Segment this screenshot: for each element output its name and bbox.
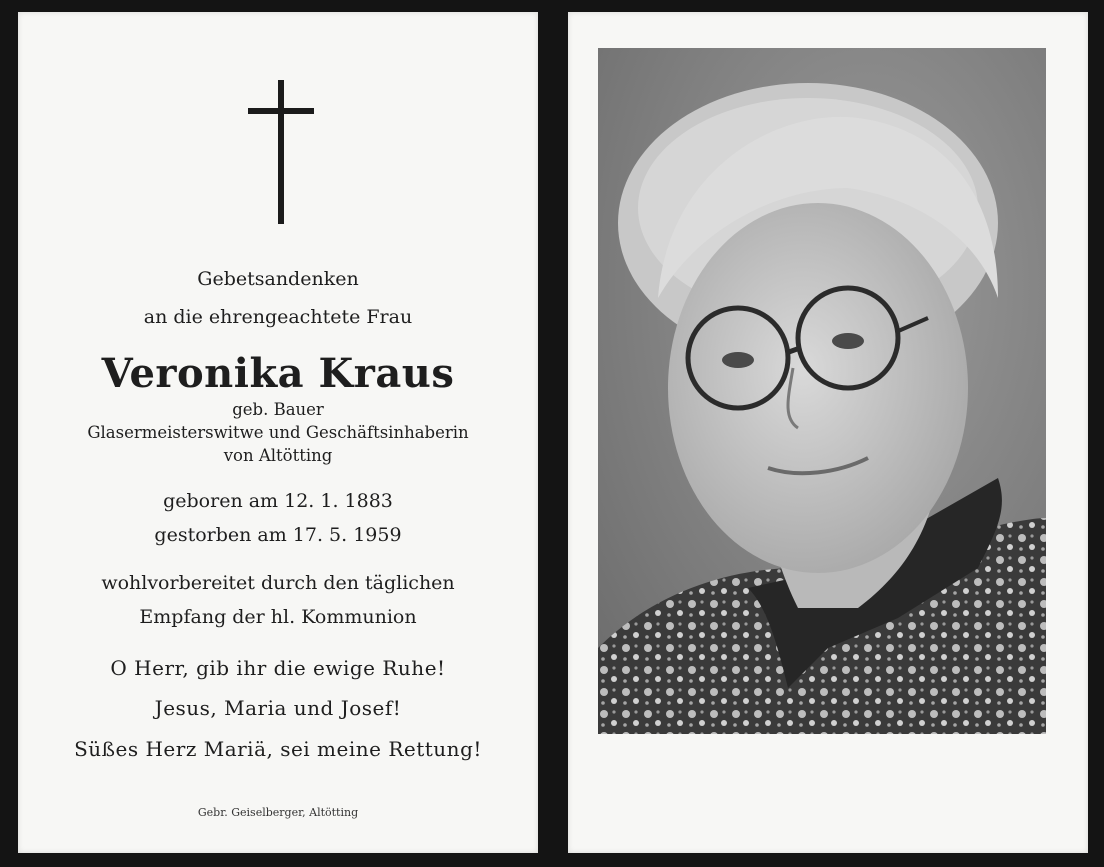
memorial-card-photo-panel <box>568 12 1088 853</box>
card-intro: an die ehrengeachtete Frau <box>143 306 413 328</box>
deceased-name: Veronika Kraus <box>101 350 455 397</box>
portrait-photo <box>598 48 1046 734</box>
prayer-3: Süßes Herz Mariä, sei meine Rettung! <box>74 737 482 761</box>
note-line-1: wohlvorbereitet durch den täglichen <box>101 572 455 594</box>
prayer-2: Jesus, Maria und Josef! <box>154 696 402 720</box>
cross-icon <box>248 80 314 224</box>
occupation: Glasermeisterswitwe und Geschäftsinhaberin <box>87 423 469 442</box>
portrait-illustration <box>598 48 1046 734</box>
memorial-card-text-panel <box>18 12 538 853</box>
note-line-2: Empfang der hl. Kommunion <box>139 606 417 628</box>
card-heading: Gebetsandenken <box>197 268 359 290</box>
birth-date: geboren am 12. 1. 1883 <box>163 490 393 512</box>
printer-credit: Gebr. Geiselberger, Altötting <box>197 806 359 819</box>
prayer-1: O Herr, gib ihr die ewige Ruhe! <box>110 656 446 680</box>
death-date: gestorben am 17. 5. 1959 <box>154 524 402 546</box>
place: von Altötting <box>223 446 333 465</box>
maiden-name: geb. Bauer <box>232 400 324 419</box>
